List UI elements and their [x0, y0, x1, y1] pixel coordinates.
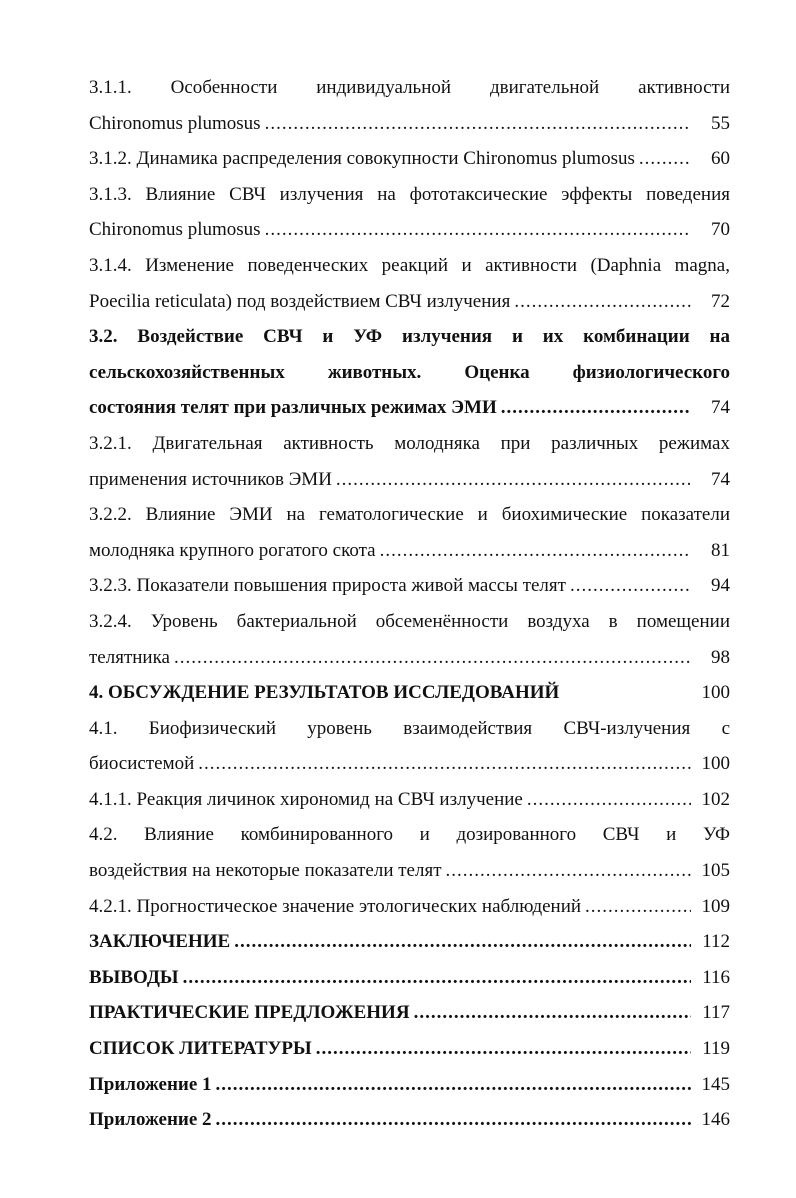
toc-entry-final-line [89, 1102, 730, 1138]
toc-entry-final-line [89, 141, 730, 177]
toc-page-number: 119 [702, 1038, 730, 1060]
toc-entry-line: 3.1.4. Изменение поведенческих реакций и активности (Daphnia magna, [89, 254, 730, 276]
dot-leader [265, 106, 691, 142]
toc-entry-title: ЗАКЛЮЧЕНИЕ [89, 931, 231, 953]
toc-entry-appendix-2[interactable] [89, 1102, 730, 1138]
dot-leader [234, 924, 691, 960]
dot-leader [446, 853, 692, 889]
toc-entry-title: биосистемой [89, 753, 195, 775]
toc-page-number: 116 [702, 966, 730, 988]
toc-entry-3-1-3[interactable] [89, 177, 730, 248]
toc-entry-title: ВЫВОДЫ [89, 966, 179, 988]
toc-entry-3-2[interactable] [89, 319, 730, 426]
toc-entry-final-line [89, 1067, 730, 1103]
toc-entry-final-line [89, 462, 730, 498]
toc-entry-line: 3.1.1. Особенности индивидуальной двигательной активности [89, 77, 730, 98]
toc-entry-4-2-1[interactable] [89, 889, 730, 925]
dot-leader [514, 284, 691, 320]
toc-page-number: 100 [701, 753, 730, 775]
toc-entry-3-2-4[interactable] [89, 604, 730, 675]
toc-page-number: 72 [711, 290, 730, 312]
dot-leader [216, 1102, 691, 1138]
toc-entry-final-line [89, 782, 730, 818]
toc-entry-appendix-1[interactable] [89, 1067, 730, 1103]
toc-entry-line: 3.1.3. Влияние СВЧ излучения на фототаксические эффекты поведения [89, 183, 730, 205]
toc-entry-title: 4.2.1. Прогностическое значение этологических наблюдений [89, 895, 582, 917]
toc-entry-title: молодняка крупного рогатого скота [89, 539, 376, 561]
dot-leader [639, 141, 691, 177]
toc-entry-final-line [89, 675, 730, 711]
toc-entry-title: 4.1.1. Реакция личинок хирономид на СВЧ излучение [89, 788, 523, 810]
dot-leader [501, 390, 691, 426]
toc-entry-title: Приложение 2 [89, 1109, 212, 1131]
toc-page-number: 81 [711, 539, 730, 561]
toc-entry-references[interactable] [89, 1031, 730, 1067]
toc-entry-line: 3.2. Воздействие СВЧ и УФ излучения и их комбинации на [89, 326, 730, 348]
toc-entry-final-line [89, 995, 730, 1031]
toc-page-number: 94 [711, 575, 730, 597]
toc-entry-3-2-3[interactable] [89, 568, 730, 604]
toc-entry-3-2-1[interactable] [89, 426, 730, 497]
toc-entry-title: состояния телят при различных режимах ЭМИ [89, 397, 497, 419]
toc-page-number: 109 [701, 895, 730, 917]
toc-entry-title: Приложение 1 [89, 1073, 212, 1095]
toc-page-number: 146 [701, 1109, 730, 1131]
toc-page-number: 98 [711, 646, 730, 668]
toc-entry-final-line [89, 568, 730, 604]
table-of-contents [89, 70, 730, 1138]
toc-page-number: 60 [711, 148, 730, 170]
toc-entry-title: Chironomus plumosus [89, 112, 261, 134]
toc-entry-title: Chironomus plumosus [89, 219, 261, 241]
dot-leader [585, 889, 691, 925]
toc-entry-4[interactable] [89, 675, 730, 711]
toc-entry-final-line [89, 390, 730, 426]
toc-entry-title: 3.1.2. Динамика распределения совокупности Chironomus plumosus [89, 148, 635, 170]
toc-page-number: 74 [711, 468, 730, 490]
toc-entry-final-line [89, 533, 730, 569]
toc-entry-4-2[interactable] [89, 817, 730, 888]
toc-entry-final-line [89, 853, 730, 889]
toc-entry-title: СПИСОК ЛИТЕРАТУРЫ [89, 1038, 312, 1060]
dot-leader [414, 995, 691, 1031]
toc-entry-3-2-2[interactable] [89, 497, 730, 568]
toc-entry-title: Poecilia reticulata) под воздействием СВЧ излучения [89, 290, 511, 312]
toc-entry-conclusion[interactable] [89, 924, 730, 960]
toc-entry-title: 4. ОБСУЖДЕНИЕ РЕЗУЛЬТАТОВ ИССЛЕДОВАНИЙ [89, 682, 560, 704]
toc-entry-3-1-1[interactable] [89, 70, 730, 141]
toc-entry-final-line [89, 212, 730, 248]
toc-page-number: 70 [711, 219, 730, 241]
toc-entry-findings[interactable] [89, 960, 730, 996]
toc-entry-line: 4.2. Влияние комбинированного и дозированного СВЧ и УФ [89, 824, 730, 846]
toc-entry-3-1-4[interactable] [89, 248, 730, 319]
toc-entry-proposals[interactable] [89, 995, 730, 1031]
dot-leader [198, 746, 691, 782]
toc-entry-final-line [89, 924, 730, 960]
toc-entry-final-line [89, 1031, 730, 1067]
toc-entry-final-line [89, 284, 730, 320]
toc-entry-title: ПРАКТИЧЕСКИЕ ПРЕДЛОЖЕНИЯ [89, 1002, 410, 1024]
dot-leader [570, 568, 691, 604]
toc-page-number: 112 [702, 931, 730, 953]
toc-page-number: 105 [701, 860, 730, 882]
toc-entry-final-line [89, 960, 730, 996]
toc-entry-line: 3.2.4. Уровень бактериальной обсеменённости воздуха в помещении [89, 610, 730, 632]
dot-leader [216, 1067, 691, 1103]
dot-leader [174, 640, 691, 676]
dot-leader [527, 782, 691, 818]
toc-page-number: 100 [701, 682, 730, 704]
dot-leader [183, 960, 691, 996]
toc-page-number: 145 [701, 1073, 730, 1095]
dot-leader [380, 533, 691, 569]
toc-entry-final-line [89, 889, 730, 925]
toc-entry-4-1-1[interactable] [89, 782, 730, 818]
toc-entry-title: телятника [89, 646, 170, 668]
toc-page-number: 117 [702, 1002, 730, 1024]
toc-page-number: 102 [701, 788, 730, 810]
toc-page-number: 74 [711, 397, 730, 419]
toc-entry-line: сельскохозяйственных животных. Оценка физиологического [89, 361, 730, 383]
dot-leader [336, 462, 691, 498]
toc-entry-title: воздействия на некоторые показатели телят [89, 860, 442, 882]
toc-entry-final-line [89, 746, 730, 782]
dot-leader [265, 212, 691, 248]
toc-entry-3-1-2[interactable] [89, 141, 730, 177]
toc-entry-title: 3.2.3. Показатели повышения прироста живой массы телят [89, 575, 566, 597]
dot-leader [316, 1031, 691, 1067]
toc-entry-line: 3.2.1. Двигательная активность молодняка при различных режимах [89, 432, 730, 454]
toc-entry-4-1[interactable] [89, 711, 730, 782]
toc-entry-final-line [89, 106, 730, 142]
toc-page-number: 55 [711, 112, 730, 134]
toc-entry-final-line [89, 640, 730, 676]
toc-entry-line: 3.2.2. Влияние ЭМИ на гематологические и биохимические показатели [89, 504, 730, 526]
toc-entry-title: применения источников ЭМИ [89, 468, 332, 490]
toc-entry-line: 4.1. Биофизический уровень взаимодействия СВЧ-излучения с [89, 717, 730, 739]
